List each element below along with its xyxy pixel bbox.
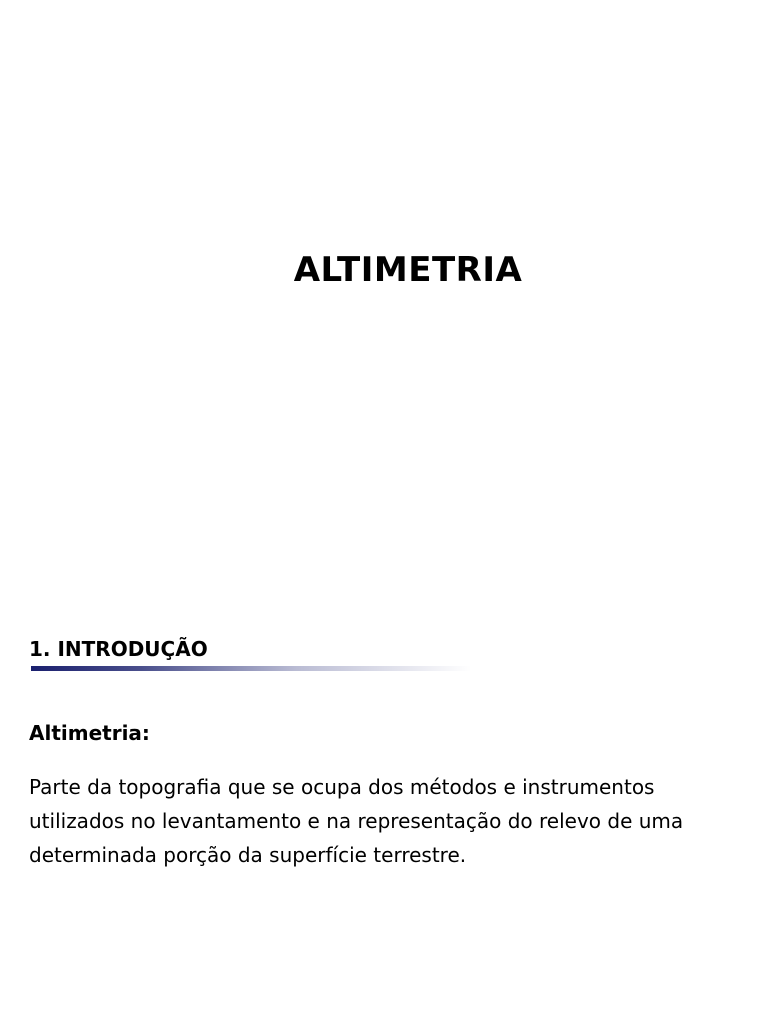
definition-paragraph: Parte da topografia que se ocupa dos métodos e instrumentos utilizados no levantamento e na representação do relevo de uma determinada porção da superfície terrestre. [29, 775, 684, 867]
definition-term: Altimetria: [29, 721, 150, 745]
section-heading: 1. INTRODUÇÃO [29, 637, 208, 661]
heading-underline-rule [31, 666, 471, 671]
page-title: ALTIMETRIA [293, 250, 523, 290]
